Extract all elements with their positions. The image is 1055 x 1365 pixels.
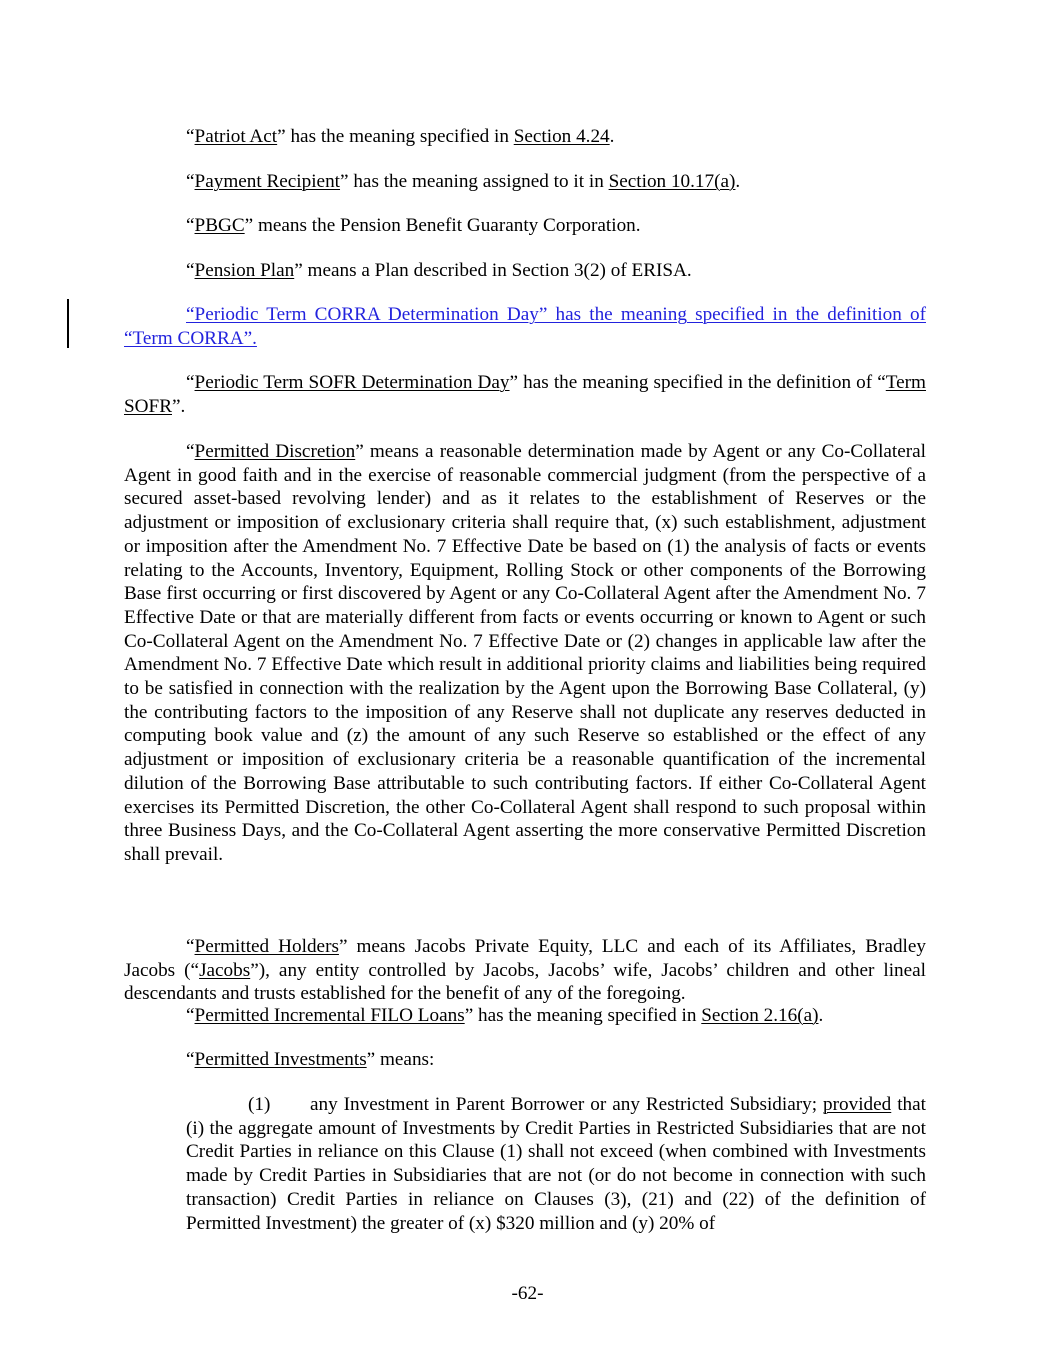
clause-number: (1) [248,1094,271,1115]
section-reference: Section 4.24 [513,126,610,147]
definition-payment-recipient: “Payment Recipient” has the meaning assigned to it in Section 10.17(a). [186,171,741,192]
defined-term: Permitted Investments [194,1049,367,1070]
defined-term: Periodic Term SOFR Determination Day [194,372,510,393]
defined-term: Permitted Holders [194,936,339,957]
definition-pbgc: “PBGC” means the Pension Benefit Guaranty Corporation. [186,215,641,236]
definition-patriot-act: “Patriot Act” has the meaning specified in Section 4.24. [186,126,615,147]
defined-term-jacobs: Jacobs [199,959,251,981]
cross-reference: Term SOFR [124,372,926,417]
definition-permitted-incremental-filo-loans: “Permitted Incremental FILO Loans” has the meaning specified in Section 2.16(a). [186,1005,824,1026]
permitted-investments-clause-1: (1) any Investment in Parent Borrower or any Restricted Subsidiary; provided that (i) the aggregate amount of Investments by Credit Parties in Restricted Subsidiaries that are not Credit Parties in reliance on this Clause (1) shall not exceed (when combined with Investments made by Credit Parties in Subsidiaries that are not (or do not become in connection with such transaction) Credit Parties in reliance on Clauses (3), (21) and (22) of the definition of Permitted Investment) the greater of (x) $320 million and (y) 20% of [186,1094,926,1234]
definition-permitted-holders: “Permitted Holders” means Jacobs Private Equity, LLC and each of its Affiliates, Bradley Jacobs (“Jacobs”), any entity controlled by Jacobs, Jacobs’ wife, Jacobs’ children and other lineal descendants and trusts established for the benefit of any of the foregoing. [124,936,926,1005]
definition-periodic-term-sofr: “Periodic Term SOFR Determination Day” has the meaning specified in the definition of “Term SOFR”. [124,372,926,417]
inserted-text: “Periodic Term CORRA Determination Day” has the meaning specified in the definition of “Term CORRA”. [124,304,926,349]
definition-permitted-investments: “Permitted Investments” means: [186,1049,435,1070]
defined-term: Permitted Incremental FILO Loans [194,1005,465,1026]
definition-pension-plan: “Pension Plan” means a Plan described in Section 3(2) of ERISA. [186,260,692,281]
defined-term: Payment Recipient [194,171,341,192]
definition-periodic-term-corra-inserted [124,303,926,350]
defined-term: PBGC [194,215,245,236]
defined-term: Patriot Act [194,126,278,147]
definition-permitted-discretion: “Permitted Discretion” means a reasonable determination made by Agent or any Co-Collateral Agent in good faith and in the exercise of reasonable commercial judgment (from the perspective of a secured asset-based revolving lender) and as it relates to the establishment of Reserves or the adjustment or imposition of exclusionary criteria shall require that, (x) such establishment, adjustment or imposition after the Amendment No. 7 Effective Date be based on (1) the analysis of facts or events relating to the Accounts, Inventory, Equipment, Rolling Stock or other components of the Borrowing Base first occurring or first discovered by Agent or any Co-Collateral Agent after the Amendment No. 7 Effective Date or that are materially different from facts or events occurring or known to Agent or such Co-Collateral Agent on the Amendment No. 7 Effective Date or (2) changes in applicable law after the Amendment No. 7 Effective Date which result in additional priority claims and liabilities being required to be satisfied in connection with the realization by the Agent upon the Borrowing Base Collateral, (y) the contributing factors to the imposition of any Reserve shall not duplicate any reserves deducted in computing book value and (z) the amount of any such Reserve so established or the effect of any adjustment or imposition of exclusionary criteria be a reasonable quantification of the incremental dilution of the Borrowing Base attributable to such contributing factors. If either Co-Collateral Agent exercises its Permitted Discretion, the other Co-Collateral Agent shall respond to such proposal within three Business Days, and the Co-Collateral Agent asserting the more conservative Permitted Discretion shall prevail. [124,441,927,865]
defined-term: Pension Plan [194,260,295,281]
provided-term: provided [823,1094,892,1115]
section-reference: Section 10.17(a) [608,171,736,192]
section-reference: Section 2.16(a) [701,1005,819,1026]
revision-change-bar [67,299,69,348]
page-number: -62- [511,1283,544,1304]
defined-term: Permitted Discretion [194,441,356,462]
